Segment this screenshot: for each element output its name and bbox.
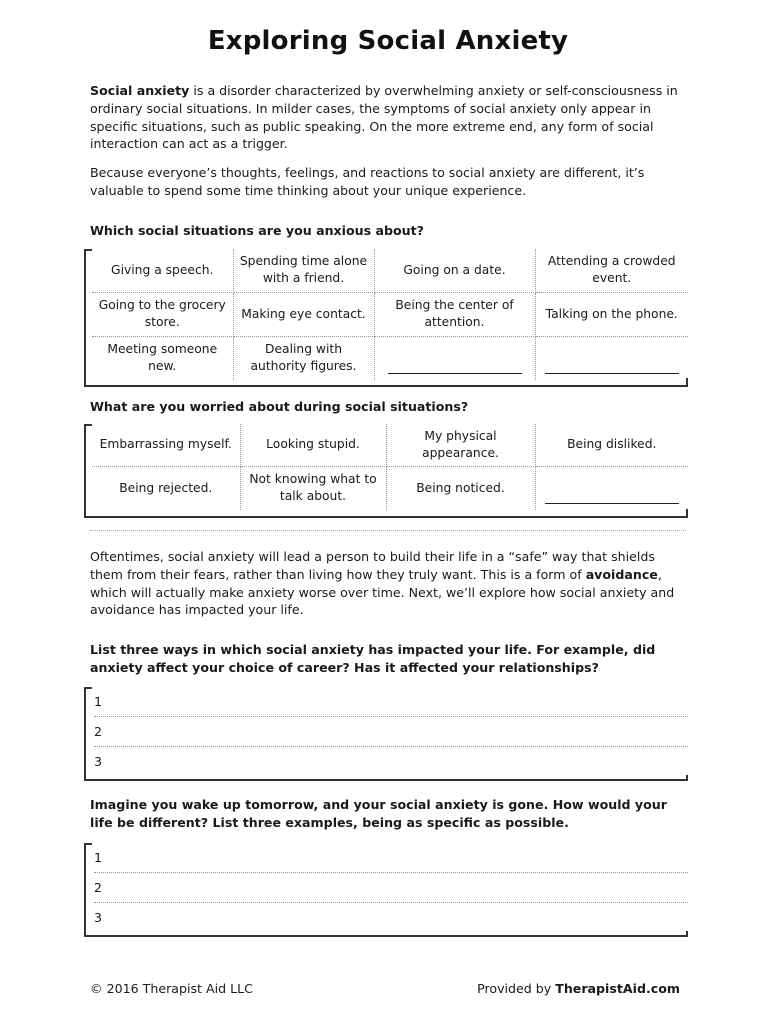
intro-second-paragraph: Because everyone’s thoughts, feelings, and reactions to social anxiety are different, it’s valuable to spend some time thinking about your unique experience.: [90, 165, 645, 198]
situation-cell[interactable]: Going to the grocery store.: [92, 292, 233, 336]
intro-term: Social anxiety: [90, 83, 190, 98]
list-number: 1: [94, 850, 103, 865]
list-item[interactable]: [94, 843, 688, 873]
situation-cell[interactable]: Making eye contact.: [233, 292, 374, 336]
intro-paragraph: [90, 82, 686, 153]
worry-cell[interactable]: Being rejected.: [92, 466, 240, 510]
blank-cell[interactable]: [535, 336, 688, 380]
brand-link[interactable]: TherapistAid.com: [555, 981, 680, 996]
blank-cell[interactable]: [535, 466, 688, 510]
list-number: 2: [94, 880, 103, 895]
impact-list: [84, 687, 688, 781]
worry-cell[interactable]: Looking stupid.: [240, 424, 386, 466]
list-item[interactable]: [94, 903, 688, 933]
copyright: © 2016 Therapist Aid LLC: [90, 981, 253, 996]
situation-cell[interactable]: Going on a date.: [374, 249, 535, 292]
avoidance-text-after: , which will actually make anxiety worse over time. Next, we’ll explore how social anxiety and avoidance has impacted your life.: [90, 566, 675, 618]
worries-question: What are you worried about during social situations?: [90, 399, 469, 414]
table-row: [92, 292, 688, 336]
situation-cell[interactable]: Spending time alone with a friend.: [233, 249, 374, 292]
worry-cell[interactable]: My physical appearance.: [386, 424, 535, 466]
list-item[interactable]: [94, 687, 688, 717]
avoidance-text-before: Oftentimes, social anxiety will lead a person to build their life in a “safe” way that shields them from their fears, rather than living how they truly want. This is a form of: [90, 549, 655, 582]
blank-cell[interactable]: [374, 336, 535, 380]
list-item[interactable]: [94, 747, 688, 777]
situation-cell[interactable]: Attending a crowded event.: [535, 249, 688, 292]
list-number: 2: [94, 724, 103, 739]
table-row: [92, 249, 688, 292]
imagine-question: Imagine you wake up tomorrow, and your social anxiety is gone. How would your life be different? List three examples, being as specific as possible.: [90, 797, 667, 830]
avoidance-paragraph: [90, 548, 686, 619]
table-row: [92, 424, 688, 466]
situation-cell[interactable]: Dealing with authority figures.: [233, 336, 374, 380]
provided-by-label: Provided by: [477, 981, 556, 996]
worry-cell[interactable]: Being noticed.: [386, 466, 535, 510]
write-in-line[interactable]: [388, 373, 522, 374]
situation-cell[interactable]: Giving a speech.: [92, 249, 233, 292]
write-in-line[interactable]: [545, 503, 679, 504]
worry-cell[interactable]: Being disliked.: [535, 424, 688, 466]
impact-question: List three ways in which social anxiety has impacted your life. For example, did anxiety affect your choice of career? Has it affected your relationships?: [90, 642, 656, 675]
worries-frame: [84, 424, 688, 518]
situation-cell[interactable]: Meeting someone new.: [92, 336, 233, 380]
table-row: [92, 336, 688, 380]
intro-definition: is a disorder characterized by overwhelming anxiety or self-consciousness in ordinary social situations. In milder cases, the symptoms of social anxiety only appear in specific situations, such as public speaking. On the more extreme end, any form of social interaction can act as a trigger.: [90, 83, 678, 152]
list-number: 1: [94, 694, 103, 709]
list-item[interactable]: [94, 717, 688, 747]
list-item[interactable]: [94, 873, 688, 903]
provided-by: [477, 981, 680, 996]
imagine-list: [84, 843, 688, 937]
list-number: 3: [94, 754, 103, 769]
worry-cell[interactable]: Embarrassing myself.: [92, 424, 240, 466]
situations-table: [92, 249, 688, 380]
page-title: Exploring Social Anxiety: [207, 26, 569, 56]
write-in-line[interactable]: [545, 373, 679, 374]
list-number: 3: [94, 910, 103, 925]
situations-question: Which social situations are you anxious about?: [90, 223, 424, 238]
situation-cell[interactable]: Being the center of attention.: [374, 292, 535, 336]
table-row: [92, 466, 688, 510]
situation-cell[interactable]: Talking on the phone.: [535, 292, 688, 336]
section-divider: [90, 530, 686, 531]
worry-cell[interactable]: Not knowing what to talk about.: [240, 466, 386, 510]
avoidance-term: avoidance: [585, 566, 658, 582]
situations-frame: [84, 249, 688, 387]
worries-table: [92, 424, 688, 510]
